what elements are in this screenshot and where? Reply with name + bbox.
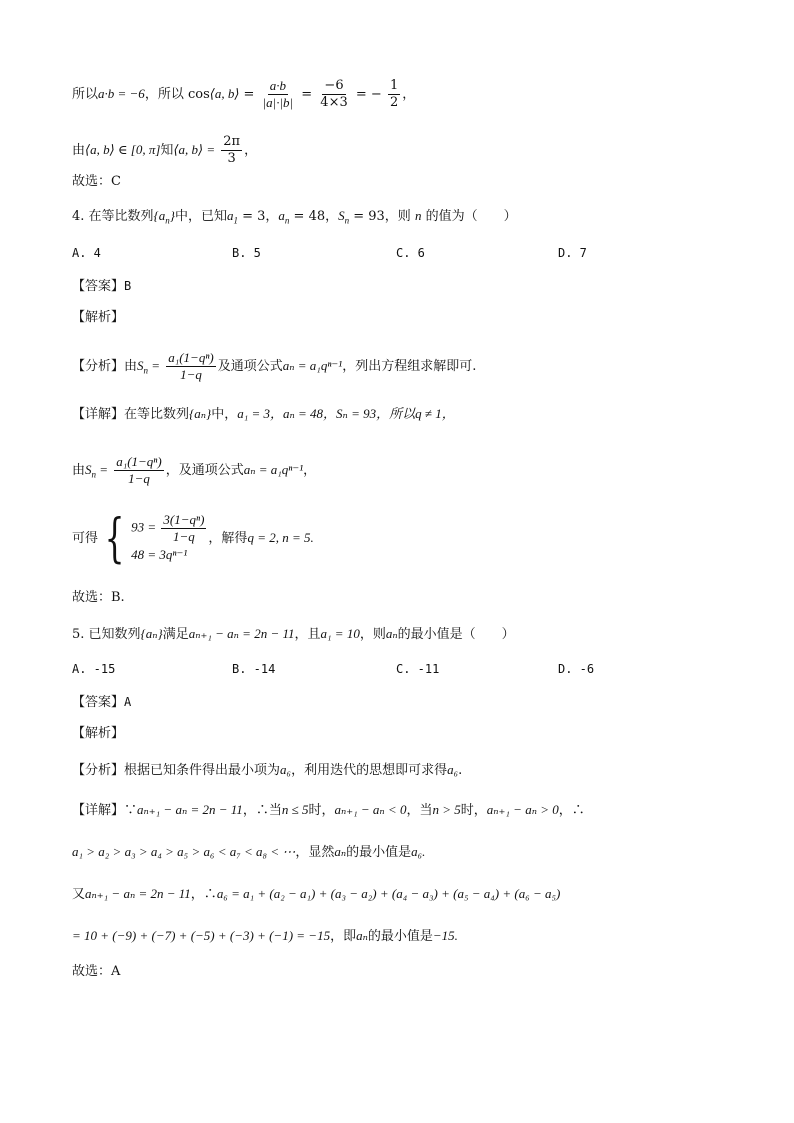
text: 5. 已知数列 <box>72 627 141 642</box>
math: } <box>169 208 175 223</box>
numerator: 2π <box>223 134 241 149</box>
math: a₆ = a₁ + (a₂ − a₁) + (a₃ − a₂) + (a₄ − a₃) + (a₅ − a₄) + (a₆ − a₅) <box>216 886 561 901</box>
math: aₙ₊₁ − aₙ = 2n − 11 <box>85 886 191 901</box>
text: 的最小值是 <box>367 929 433 944</box>
math: 48 = 3qⁿ⁻¹ <box>131 547 188 562</box>
answer-tag: 【答案】 <box>72 279 125 294</box>
text: 所以 <box>72 87 99 102</box>
q5-fenxi <box>72 760 462 781</box>
text: 时， <box>308 803 335 818</box>
q4-option-d: D. 7 <box>558 246 587 260</box>
q5-line-4 <box>72 926 458 947</box>
denominator: 2 <box>389 95 399 110</box>
text: ，解得 <box>208 531 248 546</box>
text: ，列出方程组求解即可. <box>342 359 477 374</box>
q4-xiangjie <box>72 404 455 425</box>
q4-option-c: C. 6 <box>396 246 425 260</box>
denominator: 1−q <box>180 367 202 382</box>
text: 【解析】 <box>72 726 125 741</box>
text: = − <box>355 87 382 102</box>
text: 由 <box>72 143 86 158</box>
q4-option-b: B. 5 <box>232 246 261 260</box>
text: 【详解】 <box>72 407 125 422</box>
fraction <box>221 134 242 167</box>
text: ， <box>244 143 258 158</box>
q5-option-d: D. -6 <box>558 662 595 676</box>
text: 在等比数列 <box>124 407 190 422</box>
text: ∵ <box>124 803 138 818</box>
math: ⟨a, b⟩ = <box>173 142 216 157</box>
math: S <box>338 208 345 223</box>
denominator: 1−q <box>173 529 195 544</box>
denominator: |a|·|b| <box>262 95 294 110</box>
math: 1 <box>233 215 238 226</box>
math: aₙ = a₁qⁿ⁻¹ <box>243 462 304 477</box>
math: aₙ <box>385 626 398 641</box>
text: 【分析】 <box>72 359 125 374</box>
math: q = 2, n = 5. <box>247 530 314 545</box>
math: n <box>165 215 170 226</box>
fraction <box>161 512 206 545</box>
denominator: 4×3 <box>320 95 348 110</box>
text: ，∴ <box>558 803 585 818</box>
text: ， <box>402 87 416 102</box>
text: 【详解】 <box>72 803 125 818</box>
prev-choose <box>72 172 121 192</box>
q5-xiangjie <box>72 800 585 821</box>
fraction <box>114 454 164 487</box>
math: n <box>344 215 350 226</box>
math: a <box>278 208 285 223</box>
text: 中，已知 <box>174 209 227 224</box>
text: 由 <box>124 359 138 374</box>
math: a₁ > a₂ > a₃ > a₄ > a₅ > a₆ < a₇ < a₈ < ⋯ <box>72 844 296 859</box>
text: ，∴当 <box>242 803 282 818</box>
equation-system <box>131 512 208 565</box>
answer-value: A <box>124 695 132 709</box>
text: 时， <box>460 803 487 818</box>
text: 故选：B. <box>72 590 125 605</box>
math: a₁ = 10 <box>320 626 360 641</box>
math: aₙ₊₁ − aₙ = 2n − 11 <box>137 802 243 817</box>
math: {aₙ} <box>140 626 163 641</box>
text: ，利用迭代的思想即可求得 <box>291 763 448 778</box>
text: 故选：C <box>72 174 121 189</box>
q5-option-b: B. -14 <box>232 662 276 676</box>
q5-line-2 <box>72 842 425 863</box>
text: 又 <box>72 887 86 902</box>
q5-option-c: C. -11 <box>396 662 440 676</box>
math: ⟨a, b⟩ <box>209 86 240 101</box>
q5-analysis-tag <box>72 724 124 744</box>
text: ，则 <box>359 627 386 642</box>
math: n <box>284 215 290 226</box>
text: = 3， <box>237 209 279 224</box>
math: {a <box>153 208 166 223</box>
math: = 10 + (−9) + (−7) + (−5) + (−3) + (−1) = −15 <box>72 928 331 943</box>
math: 93 = <box>131 519 157 535</box>
text: ，所以 <box>144 87 184 102</box>
fraction <box>166 350 216 383</box>
text: . <box>458 763 463 778</box>
text: 4. 在等比数列 <box>72 209 154 224</box>
math: aₙ₊₁ − aₙ > 0 <box>486 802 559 817</box>
text: 由 <box>72 463 86 478</box>
prev-line-2 <box>72 134 257 167</box>
math: a·b = −6 <box>98 86 145 101</box>
q4-analysis-tag <box>72 308 124 328</box>
math: q ≠ 1， <box>415 406 455 421</box>
math: a <box>226 208 234 223</box>
math: aₙ <box>334 844 347 859</box>
q4-option-a: A. 4 <box>72 246 101 260</box>
math: −15. <box>432 928 458 943</box>
math: {aₙ} <box>189 406 212 421</box>
text: 的最小值是（ ） <box>397 627 515 642</box>
text: ，及通项公式 <box>165 463 244 478</box>
denominator: 3 <box>227 151 236 166</box>
fraction <box>261 78 296 111</box>
text: 的值为（ ） <box>421 209 517 224</box>
answer-tag: 【答案】 <box>72 695 125 710</box>
math: aₙ <box>356 928 368 943</box>
numerator: a·b <box>269 78 286 93</box>
text: ， <box>303 463 317 478</box>
fraction <box>318 78 349 111</box>
q4-line-2: 由$S_n$ = $\frac{\text{a₁(1−qⁿ)}}{1-q}$ ，及通项公式aₙ = a₁qⁿ⁻¹， <box>72 454 317 486</box>
text: 【解析】 <box>72 310 125 325</box>
text: 故选：A <box>72 964 121 979</box>
prev-line-1: 所以a·b = −6，所以 cos⟨a, b⟩ = $\frac{a\cdot b}{|a|\cdot|b|}$ = $\frac{-6}{4\times 3}$ = − $\frac{1}{2}$ ， <box>72 78 416 110</box>
text: ，∴ <box>190 887 217 902</box>
text: ，显然 <box>295 845 335 860</box>
text: = 93，则 <box>349 209 415 224</box>
text: 可得 <box>72 531 99 546</box>
text: 及通项公式 <box>217 359 283 374</box>
fraction <box>388 78 400 111</box>
numerator: −6 <box>324 78 344 93</box>
numerator: 3(1−qⁿ) <box>163 512 205 527</box>
math: n ≤ 5 <box>281 802 309 817</box>
text: 知 <box>160 143 174 158</box>
math: aₙ = a₁qⁿ⁻¹ <box>282 358 343 373</box>
text: ，即 <box>330 929 357 944</box>
text: ，当 <box>406 803 433 818</box>
q4-fenxi: 【分析】由$S_n$ = $\frac{\text{a₁(1−qⁿ)}}{1-q}$ 及通项公式aₙ = a₁qⁿ⁻¹，列出方程组求解即可. <box>72 350 477 382</box>
q5-stem <box>72 624 515 645</box>
text: 满足 <box>162 627 189 642</box>
text: 的最小值是 <box>346 845 412 860</box>
math: a₁ = 3，aₙ = 48，Sₙ = 93，所以 <box>237 406 416 421</box>
q4-answer <box>72 276 131 297</box>
text: 中， <box>211 407 238 422</box>
answer-value: B <box>124 279 132 293</box>
math: ⟨a, b⟩ ∈ [0, π] <box>85 142 161 157</box>
math: a₆ <box>280 762 292 777</box>
numerator: a₁(1−qⁿ) <box>168 350 214 365</box>
math: a₆ <box>447 762 459 777</box>
q5-option-a: A. -15 <box>72 662 116 676</box>
math: n <box>414 208 422 223</box>
numerator: 1 <box>389 78 399 93</box>
q4-choose <box>72 588 125 608</box>
math: cos <box>187 87 210 102</box>
left-brace: { <box>104 508 125 569</box>
math: aₙ₊₁ − aₙ < 0 <box>334 802 407 817</box>
text: 【分析】 <box>72 763 125 778</box>
text: = 48， <box>289 209 339 224</box>
math: n > 5 <box>432 802 461 817</box>
text: 根据已知条件得出最小项为 <box>124 763 281 778</box>
text: ，且 <box>294 627 321 642</box>
denominator: 1−q <box>128 471 150 486</box>
q4-line-3 <box>72 508 314 569</box>
numerator: a₁(1−qⁿ) <box>116 454 162 469</box>
math: a₆. <box>411 844 426 859</box>
q5-choose <box>72 962 120 982</box>
q4-stem <box>72 206 517 231</box>
q5-line-3 <box>72 884 560 905</box>
q5-answer <box>72 692 131 713</box>
math: aₙ₊₁ − aₙ = 2n − 11 <box>188 626 295 641</box>
